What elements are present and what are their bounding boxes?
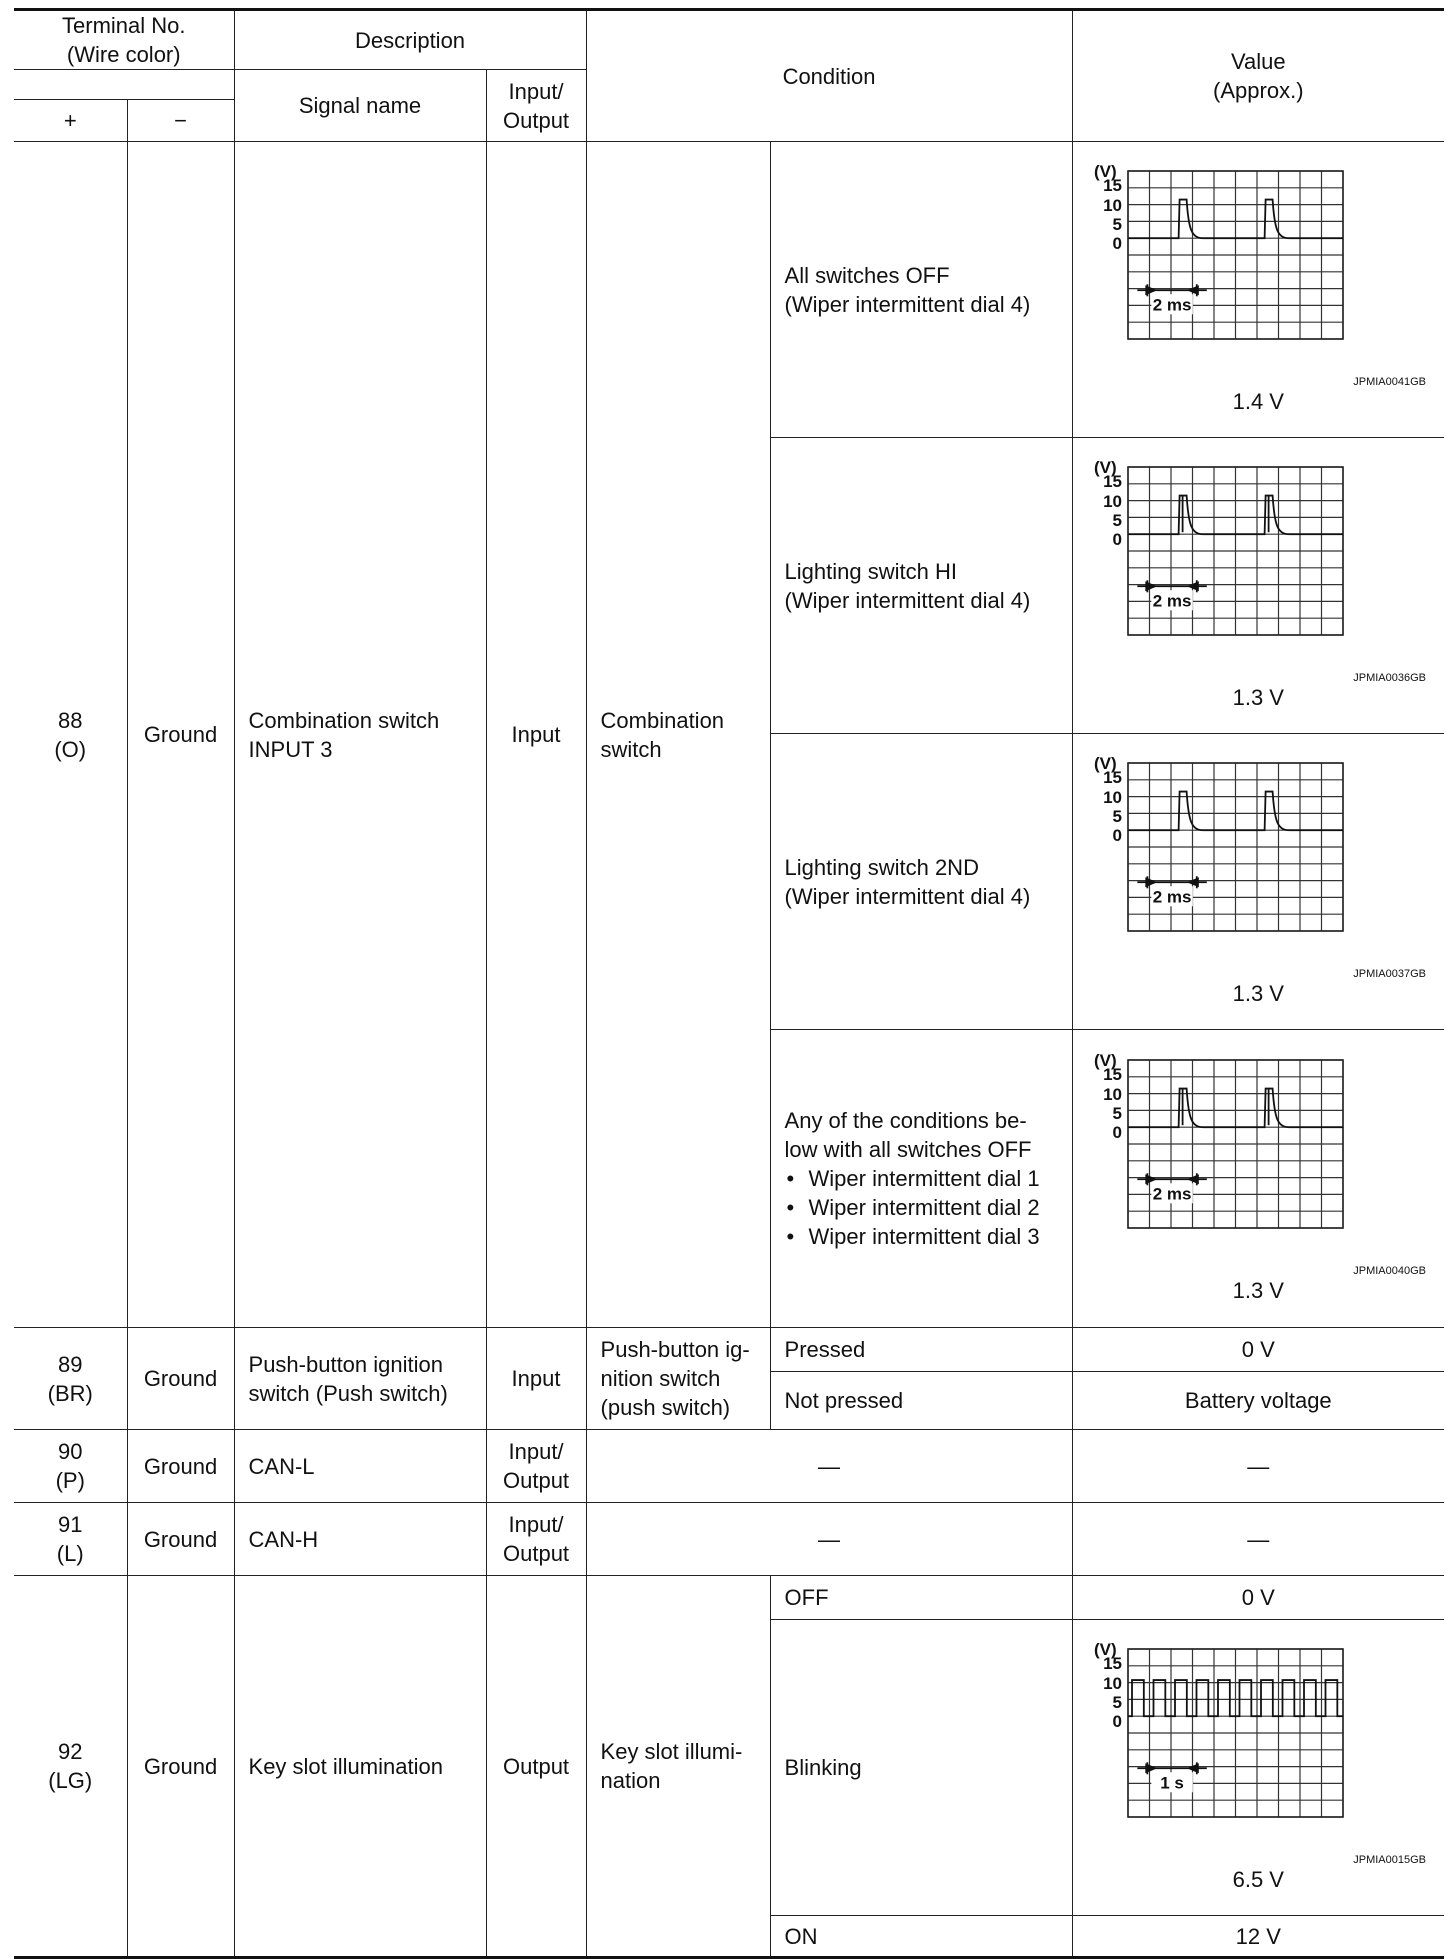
value-cell-88-1 xyxy=(1072,142,1444,438)
condition-list xyxy=(785,1164,1058,1251)
terminal-90-condition: — xyxy=(586,1430,1072,1503)
axis-tick-label: 0 xyxy=(1112,530,1123,549)
condition-all-switches-off: All switches OFF (Wiper intermittent dial 4) xyxy=(770,142,1072,438)
terminal-90-value: — xyxy=(1072,1430,1444,1503)
table-row-89 xyxy=(14,1328,1444,1372)
condition-pressed: Pressed xyxy=(770,1328,1072,1372)
axis-unit-label: (V) xyxy=(1094,1640,1117,1659)
axis-tick-label: 5 xyxy=(1112,807,1123,826)
axis-tick-label: 5 xyxy=(1112,215,1123,234)
terminal-88: 88 (O) xyxy=(14,142,127,1328)
terminal-92-signal: Key slot illumination xyxy=(234,1576,486,1958)
terminal-91-ground: Ground xyxy=(127,1503,234,1576)
axis-tick-label: 15 xyxy=(1103,176,1123,195)
terminal-88-ground: Ground xyxy=(127,142,234,1328)
waveform-88-3 xyxy=(1088,751,1428,981)
axis-tick-label: 10 xyxy=(1103,196,1123,215)
header-description: Description xyxy=(234,10,586,70)
condition-lighting-switch-hi: Lighting switch HI (Wiper intermittent dial 4) xyxy=(770,438,1072,734)
figure-code: JPMIA0015GB xyxy=(1353,1854,1427,1866)
value-88-3: 1.3 V xyxy=(1232,981,1284,1006)
scale-label: 2 ms xyxy=(1152,295,1192,315)
header-row xyxy=(14,10,1444,70)
condition-off: OFF xyxy=(770,1576,1072,1620)
header-minus: − xyxy=(127,100,234,142)
header-terminal-spacer xyxy=(14,70,234,100)
terminal-91-signal: CAN-H xyxy=(234,1503,486,1576)
axis-tick-label: 10 xyxy=(1103,788,1123,807)
axis-tick-label: 10 xyxy=(1103,1085,1123,1104)
axis-unit-label: (V) xyxy=(1094,458,1117,477)
condition-lighting-switch-2nd: Lighting switch 2ND (Wiper intermittent dial 4) xyxy=(770,734,1072,1030)
value-pressed: 0 V xyxy=(1072,1328,1444,1372)
terminal-spec-table xyxy=(14,8,1444,1959)
list-item: • Wiper intermittent dial 1 xyxy=(785,1164,1058,1193)
value-off: 0 V xyxy=(1072,1576,1444,1620)
value-not-pressed: Battery voltage xyxy=(1072,1372,1444,1430)
terminal-90: 90 (P) xyxy=(14,1430,127,1503)
terminal-88-signal: Combination switch INPUT 3 xyxy=(234,142,486,1328)
axis-tick-label: 15 xyxy=(1103,768,1123,787)
scale-label: 2 ms xyxy=(1152,591,1192,611)
axis-tick-label: 0 xyxy=(1112,234,1123,253)
value-cell-88-2 xyxy=(1072,438,1444,734)
axis-tick-label: 10 xyxy=(1103,492,1123,511)
header-input-output: Input/ Output xyxy=(486,70,586,142)
header-plus: + xyxy=(14,100,127,142)
terminal-89-io: Input xyxy=(486,1328,586,1430)
terminal-91-condition: — xyxy=(586,1503,1072,1576)
terminal-89-ground: Ground xyxy=(127,1328,234,1430)
axis-unit-label: (V) xyxy=(1094,1051,1117,1070)
condition-not-pressed: Not pressed xyxy=(770,1372,1072,1430)
figure-code: JPMIA0036GB xyxy=(1353,672,1427,684)
terminal-89-condition: Push-button ig- nition switch (push switch) xyxy=(586,1328,770,1430)
axis-tick-label: 15 xyxy=(1103,1654,1123,1673)
scale-label: 1 s xyxy=(1160,1773,1185,1793)
table-row-91 xyxy=(14,1503,1444,1576)
header-value: Value (Approx.) xyxy=(1072,10,1444,142)
value-88-2: 1.3 V xyxy=(1232,685,1284,710)
value-cell-88-3 xyxy=(1072,734,1444,1030)
axis-unit-label: (V) xyxy=(1094,754,1117,773)
terminal-92-io: Output xyxy=(486,1576,586,1958)
terminal-90-signal: CAN-L xyxy=(234,1430,486,1503)
terminal-88-io: Input xyxy=(486,142,586,1328)
axis-tick-label: 5 xyxy=(1112,1104,1123,1123)
condition-on: ON xyxy=(770,1916,1072,1958)
list-item: • Wiper intermittent dial 2 xyxy=(785,1193,1058,1222)
terminal-90-io: Input/ Output xyxy=(486,1430,586,1503)
table-row-88 xyxy=(14,142,1444,438)
scale-label: 2 ms xyxy=(1152,1184,1192,1204)
axis-unit-label: (V) xyxy=(1094,162,1117,181)
waveform-88-1 xyxy=(1088,159,1428,389)
terminal-92-ground: Ground xyxy=(127,1576,234,1958)
terminal-91-value: — xyxy=(1072,1503,1444,1576)
terminal-91-io: Input/ Output xyxy=(486,1503,586,1576)
header-signal-name: Signal name xyxy=(234,70,486,142)
terminal-89-signal: Push-button ignition switch (Push switch) xyxy=(234,1328,486,1430)
axis-tick-label: 10 xyxy=(1103,1674,1123,1693)
value-88-4: 1.3 V xyxy=(1232,1278,1284,1303)
terminal-88-condition: Combination switch xyxy=(586,142,770,1328)
axis-tick-label: 15 xyxy=(1103,1065,1123,1084)
axis-tick-label: 0 xyxy=(1112,1712,1123,1731)
table-row-90 xyxy=(14,1430,1444,1503)
axis-tick-label: 0 xyxy=(1112,826,1123,845)
terminal-91: 91 (L) xyxy=(14,1503,127,1576)
figure-code: JPMIA0040GB xyxy=(1353,1265,1427,1277)
terminal-92: 92 (LG) xyxy=(14,1576,127,1958)
axis-tick-label: 15 xyxy=(1103,472,1123,491)
waveform-88-2 xyxy=(1088,455,1428,685)
figure-code: JPMIA0041GB xyxy=(1353,376,1427,388)
value-cell-92-2 xyxy=(1072,1620,1444,1916)
axis-tick-label: 5 xyxy=(1112,511,1123,530)
terminal-92-condition: Key slot illumi- nation xyxy=(586,1576,770,1958)
waveform-88-4 xyxy=(1088,1048,1428,1278)
header-terminal: Terminal No. (Wire color) xyxy=(14,10,234,70)
value-blinking: 6.5 V xyxy=(1232,1867,1284,1892)
table-row-92 xyxy=(14,1576,1444,1620)
waveform-92-blinking xyxy=(1088,1637,1428,1867)
condition-intro: Any of the conditions be- low with all switches OFF xyxy=(784,1108,1032,1162)
axis-tick-label: 5 xyxy=(1112,1693,1123,1712)
list-item: • Wiper intermittent dial 3 xyxy=(785,1222,1058,1251)
axis-tick-label: 0 xyxy=(1112,1123,1123,1142)
terminal-89: 89 (BR) xyxy=(14,1328,127,1430)
terminal-90-ground: Ground xyxy=(127,1430,234,1503)
value-on: 12 V xyxy=(1072,1916,1444,1958)
scale-label: 2 ms xyxy=(1152,887,1192,907)
value-88-1: 1.4 V xyxy=(1232,389,1284,414)
value-cell-88-4 xyxy=(1072,1030,1444,1328)
condition-blinking: Blinking xyxy=(770,1620,1072,1916)
condition-wiper-dials xyxy=(770,1030,1072,1328)
figure-code: JPMIA0037GB xyxy=(1353,968,1427,980)
header-condition: Condition xyxy=(586,10,1072,142)
